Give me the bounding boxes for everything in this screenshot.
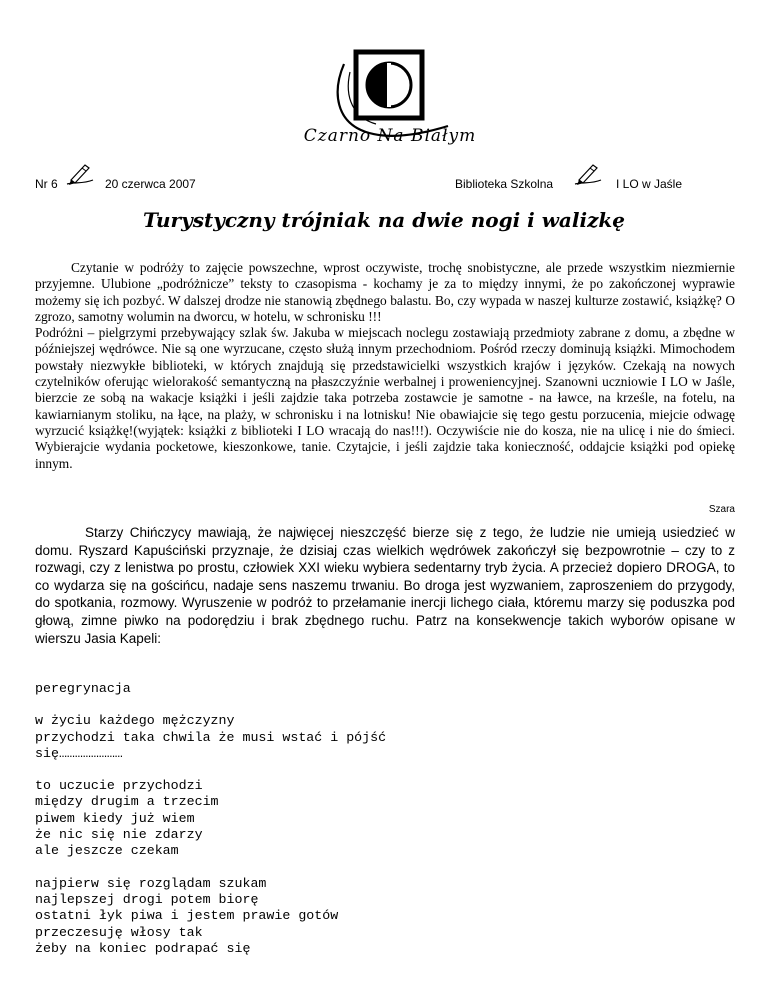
article-paragraph-3: Starzy Chińczycy mawiają, że najwięcej nieszczęść bierze się z tego, że ludzie nie umieją usiedzieć w domu. Ryszard Kapuściński przyznaje, że dzisiaj czas wielkich wędrówek zakończył się bezpowrotnie – czy to z rozwagi, czy z lenistwa po prostu, człowiek XXI wieku wybiera sedentarny tryb życia. A przecież dopiero DROGA, to co wydarza się na gościńcu, nadaje sens naszemu trwaniu. Bo droga jest wyzwaniem, zaproszeniem do przygody, do spotkania, rozmowy. Wyruszenie w podróż to przełamanie inercji lichego ciała, któremu marzy się poduszka pod głową, zimne piwko na podorędziu i brak zbędnego ruchu. Patrz na konsekwencje takich wyborów opisane w wierszu Jasia Kapeli: xyxy=(35,525,735,646)
pen-writing-icon xyxy=(65,162,95,188)
school-name: I LO w Jaśle xyxy=(616,177,683,191)
issue-number: Nr 6 xyxy=(35,177,58,191)
poem-line: najlepszej drogi potem biorę xyxy=(35,891,259,907)
issue-date: 20 czerwca 2007 xyxy=(105,177,196,191)
poem-line: przeczesuję włosy tak xyxy=(35,924,203,940)
poem-line: w życiu każdego mężczyzny xyxy=(35,713,235,729)
poem-line: ale jeszcze czekam xyxy=(35,843,179,859)
poem-line: żeby na koniec podrapać się xyxy=(35,940,251,956)
poem-stanza-3 xyxy=(35,876,735,957)
poem-line: przychodzi taka chwila że musi wstać i pójść xyxy=(35,729,387,745)
poem-title: peregrynacja xyxy=(35,681,131,696)
masthead-name: Czarno Na Białym xyxy=(303,126,477,146)
article-body-serif xyxy=(35,260,735,472)
poem xyxy=(35,681,735,973)
article-title: Turystyczny trójniak na dwie nogi i walizkę xyxy=(142,208,626,232)
article-paragraph-1: Czytanie w podróży to zajęcie powszechne, wprost oczywiste, trochę snobistyczne, ale przede wszystkim niezmiernie przyjemne. Ulubione „podróżnicze” teksty to czasopisma - kochamy je za to między innymi, że po zakończonej wyprawie możemy się ich pozbyć. W dalszej drodze nie stanowią zbędnego balastu. Bo, czy wypada w naszej kulturze zostawić, książkę? O zgrozo, samotny wolumin na dworcu, w hotelu, w schronisku !!! xyxy=(35,260,735,324)
poem-stanza-1 xyxy=(35,713,735,762)
library-name: Biblioteka Szkolna xyxy=(455,177,554,191)
pen-writing-icon xyxy=(573,162,603,188)
poem-line: się…………………… xyxy=(35,745,123,761)
issue-bar xyxy=(35,162,735,196)
poem-line: między drugim a trzecim xyxy=(35,794,219,810)
author-signature: Szara xyxy=(708,504,735,515)
poem-line: najpierw się rozglądam szukam xyxy=(35,875,267,891)
poem-stanza-2 xyxy=(35,778,735,859)
poem-line: ostatni łyk piwa i jestem prawie gotów xyxy=(35,908,339,924)
article-paragraph-2: Podróżni – pielgrzymi przebywający szlak św. Jakuba w miejscach noclegu zostawiają przedmioty zabrane z domu, a zbędne w późniejszej wędrówce. Nie są one wyrzucane, często służą innym przechodniom. Pośród rzeczy dominują książki. Mimochodem powstały niezwykłe biblioteki, w których znajdują się przedstawicielki wszystkich krajów i języków. Czekają na nowych czytelników oferując wielorakość semantyczną na płaszczyźnie werbalnej i proweniencyjnej. Szanowni uczniowie I LO w Jaśle, bierzcie ze sobą na wakacje książki i jeśli zajdzie taka potrzeba zostawcie je samotne - na ławce, na krześle, na fotelu, na kawiarnianym stoliku, na łące, na plaży, w schronisku i na lotnisku! Nie obawiajcie się tego gestu porzucenia, miejcie odwagę wyrzucić książkę!(wyjątek: książki z biblioteki I LO wracają do nas!!!). Oczywiście nie do kosza, nie na ulicę i nie do śmieci. Wybierajcie wydania pocketowe, kieszonkowe, tanie. Czytajcie, i jeśli zajdzie taka konieczność, oddajcie książki pod opiekę innym. xyxy=(35,325,735,471)
poem-line: piwem kiedy już wiem xyxy=(35,810,195,826)
poem-line: to uczucie przychodzi xyxy=(35,778,203,794)
poem-line: że nic się nie zdarzy xyxy=(35,827,203,843)
